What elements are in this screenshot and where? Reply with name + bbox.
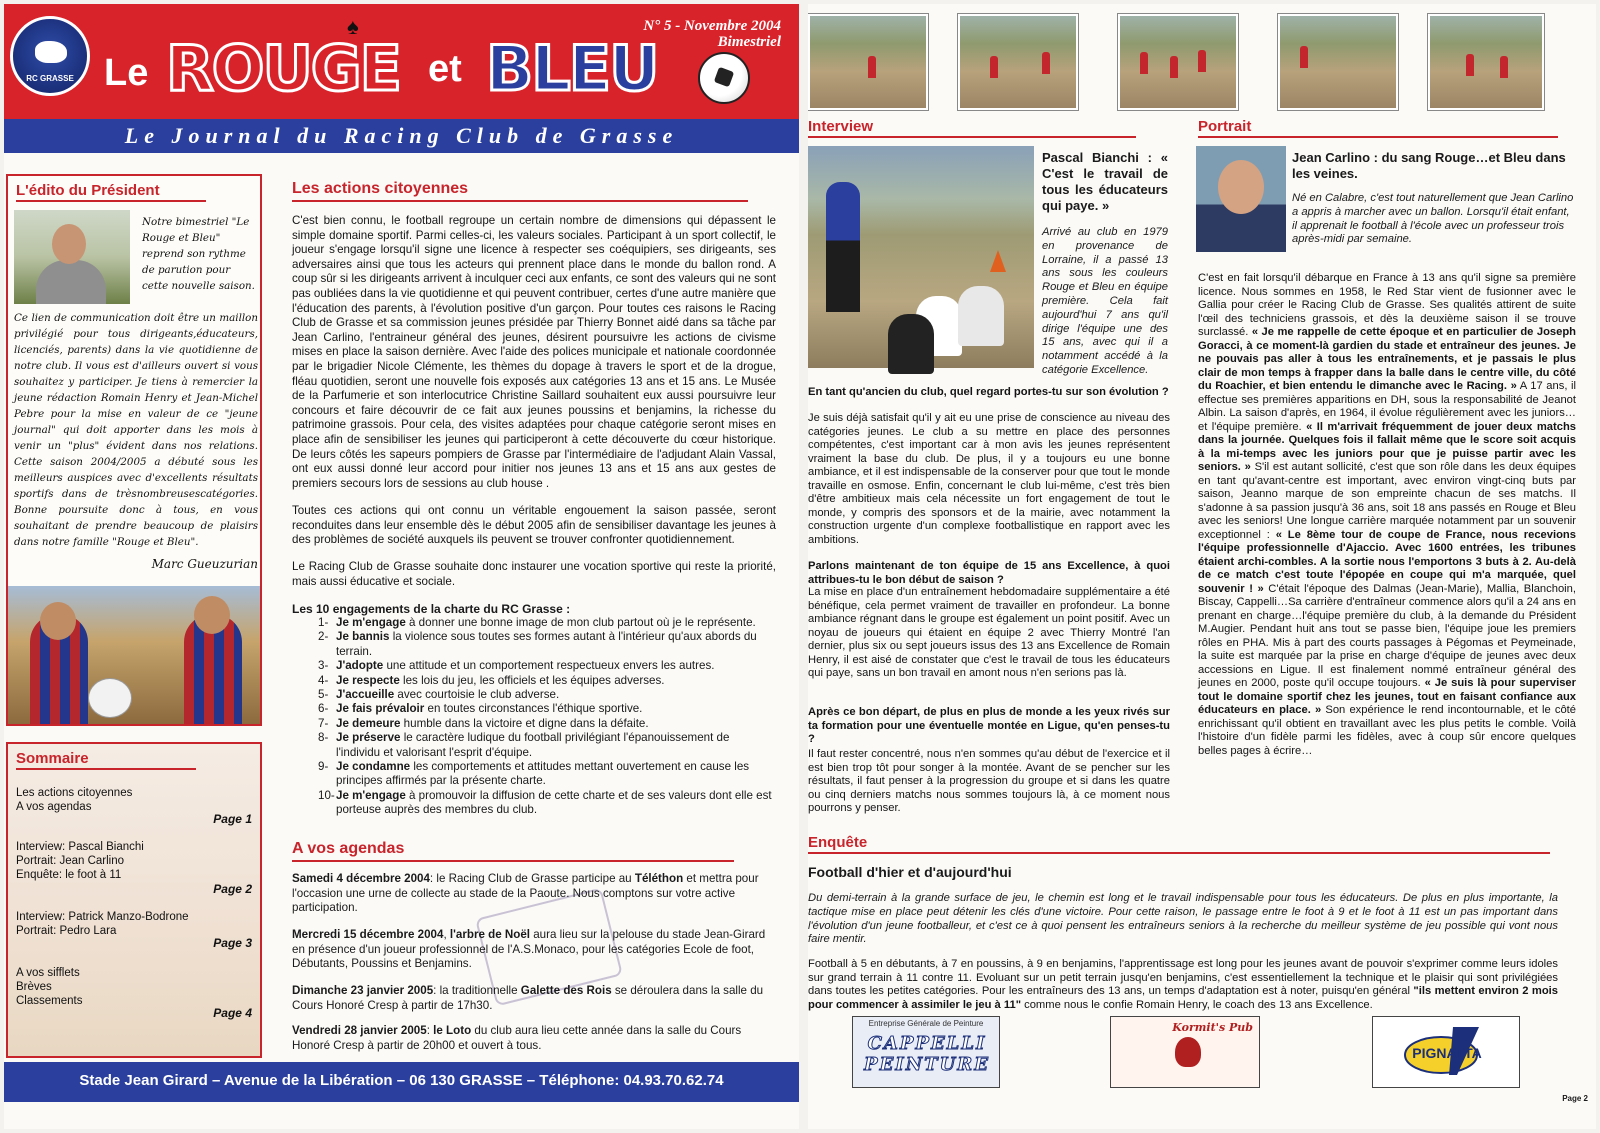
portrait-quote: « Je suis là pour superviser tout le domaine sportif chez les jeunes, tout en faisant confiance aux éducateurs en place. » <box>1198 677 1576 716</box>
charte-verb: Je respecte <box>336 673 400 687</box>
interview-photo <box>808 146 1034 368</box>
sommaire-page-4[interactable]: Page 4 <box>213 1006 252 1020</box>
player-figure <box>1500 56 1508 78</box>
charte-item <box>292 717 776 731</box>
charte-number: 1- <box>318 616 329 629</box>
sommaire-group-1 <box>16 786 132 814</box>
agenda-date: Vendredi 28 janvier 2005 <box>292 1024 427 1037</box>
charte-number: 3- <box>318 659 329 673</box>
agenda-item <box>292 928 776 972</box>
edito-signature: Marc Gueuzurian <box>151 557 258 571</box>
issue-frequency: Bimestriel <box>717 34 781 50</box>
interview-answer-2: La mise en place d'un entraînement hebdomadaire supplémentaire a été bénéfique, cela permet vraiment de travailler en profondeur. La bonne ambiance régnant dans le groupe est également un point positif. Avec un noyau de joueurs qui étaient en équipe 2 avec Thierry Montré l'an dernier, plus six ou sept joueurs issus des 13 ans Excellence de Romain Henry, il est aisé de constater que c'est le travail de tous les éducateurs qui paye, sans un bon travail en amont nous n'en serions pas là. <box>808 586 1170 679</box>
actions-paragraph-2: Toutes ces actions qui ont connu un véritable engouement la saison passée, seront reconduites dans leur ensemble dès le début 2005 afin de sensibiliser davantage les jeunes à des problèmes de société auxquels ils peuvent se trouver confronter quotidiennement. <box>292 504 776 547</box>
charte-number: 2- <box>318 630 329 644</box>
sommaire-group-3 <box>16 910 189 938</box>
portrait-text: Son expérience le rend incontournable, et le côté enrichissant qu'il obtient en travaillant avec les plus petits le comble. Voilà l'histoire d'un fidèle parmi les fidèles, avec à coup sûr encore quelques belles pages à écrire… <box>1198 704 1576 757</box>
page-number: Page 2 <box>1562 1094 1588 1103</box>
agenda-item <box>292 984 776 1013</box>
interview-question-2: Parlons maintenant de ton équipe de 15 ans Excellence, à quoi attribues-tu le bon début de saison ? <box>808 560 1170 586</box>
agenda-text: : <box>426 1024 434 1037</box>
sommaire-line: A vos sifflets <box>16 967 80 979</box>
portrait-rule <box>1198 136 1558 138</box>
player-figure <box>1466 54 1474 76</box>
issue-number: N° 5 - Novembre 2004 <box>643 18 781 34</box>
edito-box <box>6 174 262 726</box>
player-figure <box>1198 50 1206 72</box>
actions-paragraph-1: C'est bien connu, le football regroupe un certain nombre de dimensions qui dépassent le simple domaine sportif. Parmi celles-ci, les valeurs sociales. Participant à un sport collectif, le joueur s'engage lorsqu'il signe une licence à respecter ses coéquipiers, ses dirigeants, ses adversaires ainsi que tous les acteurs qui prennent place dans le monde du ballon rond. A coup sûr si les dirigeants arrivent à inculquer ceci aux enfants, ce sont des valeurs qui ne sont pas oubliées dans la vie quotidienne et qui peuvent contribuer, certes d'une autre manière que l'éducation des parents, à l'évolution positive d'un garçon. Pour toutes ces raisons le Racing Club de Grasse et sa commission jeunes présidée par Thierry Bonnet aidé dans sa tâche par Jean Carlino, l'entraineur général des jeunes, désirent poursuivre les actions de civisme mises en place la saison dernière. Avec l'aide des polices municipale et nationale coordonnée par le brigadier Nicole Clémente, les thèmes du dopage à travers le sport et de la drogue, fléau quotidien, seront une nouvelle fois exposés aux catégories 13 ans et 15 ans. Le Musée de la Parfumerie et son interlocutrice Christine Saillard souhaitent eux aussi poursuivre leur concours et faire découvrir de ce fait aux jeunes poussins et benjamins, la richesse du patrimoine grassois. Pour cela, des visites adaptées pour chaque catégorie seront mises en place afin de sensibiliser les jeunes qui participeront à cette découverte du cœur historique. De leurs côtés les sapeurs pompiers de Grasse par l'intermédiaire de l'adjudant Alain Vassal, ont eux aussi donné leur accord pour initier nos jeunes 13 ans et 15 ans aux gestes de premiers secours lors de sessions au club house . <box>292 214 776 490</box>
interview-question-1: En tant qu'ancien du club, quel regard portes-tu sur son évolution ? <box>808 386 1169 398</box>
player-figure <box>868 56 876 78</box>
player-figure <box>1300 46 1308 68</box>
agenda-date: Dimanche 23 janvier 2005 <box>292 984 434 997</box>
charte-item <box>292 659 776 673</box>
kid-head <box>194 596 230 634</box>
agenda-text: du club aura lieu cette année dans la salle du Cours Honoré Cresp à partir de 20h00 et ouvert à tous. <box>292 1024 742 1052</box>
portrait-text: C'est en fait lorsqu'il débarque en France à 13 ans qu'il signe sa première licence. Nous sommes en 1958, le Red Star vient de fusionner avec le Gallia pour créer le Racing Club de Grasse. Ses qualités attirent de suite l'œil des techniciens grassois, et dès la deuxième saison il se trouve surclassé. <box>1198 272 1576 338</box>
player-figure <box>1042 52 1050 74</box>
charte-number: 9- <box>318 760 329 774</box>
edito-title: L'édito du Président <box>16 182 160 199</box>
enquete-body <box>808 958 1558 1012</box>
dragon-icon <box>1175 1037 1201 1067</box>
interview-question-3: Après ce bon départ, de plus en plus de monde a les yeux rivés sur ta formation pour une éventuelle montée en Ligue, qu'en penses-tu ? <box>808 706 1170 745</box>
sommaire-line: A vos agendas <box>16 801 92 813</box>
edito-intro: Notre bimestriel "Le Rouge et Bleu" reprend son rythme de parution pour cette nouvelle saison. <box>142 216 255 292</box>
actions-paragraph-3: Le Racing Club de Grasse souhaite donc instaurer une vocation sportive qui reste la priorité, mais aussi éducative et sociale. <box>292 560 776 588</box>
sommaire-line: Portrait: Pedro Lara <box>16 925 117 937</box>
charte-text: les lois du jeu, les officiels et les équipes adverses. <box>399 673 665 687</box>
sommaire-page-3[interactable]: Page 3 <box>213 936 252 950</box>
sponsor-pignatta-name: PIGNATTA <box>1412 1045 1482 1061</box>
match-photo <box>958 14 1078 110</box>
sommaire-line: Portrait: Jean Carlino <box>16 855 125 867</box>
charte-number: 5- <box>318 688 329 702</box>
lamb-icon <box>35 41 67 63</box>
charte-verb: Je bannis <box>336 630 390 644</box>
portrait-intro: Né en Calabre, c'est tout naturellement que Jean Carlino a appris à marcher avec un ballon. Lorsqu'il était enfant, il apprenait le football à l'école avec un professeur trois après-midi par semaine. <box>1292 192 1574 246</box>
ball-icon <box>88 678 132 718</box>
enquete-headline: Football d'hier et d'aujourd'hui <box>808 864 1012 880</box>
footer-address: Stade Jean Girard – Avenue de la Libération – 06 130 GRASSE – Téléphone: 04.93.70.62.74 <box>79 1072 724 1089</box>
masthead <box>4 4 799 119</box>
portrait-quote: « Le 8ème tour de coupe de France, nous recevions l'équipe professionnelle d'Ajaccio. Avec 1600 entrées, les tribunes étaient archi-combles. A la sortie nous l'emportons 3 buts à 2. Au-delà de ce match c'est toute l'épopée en coupe qui m'a marquée, quel souvenir ! » <box>1198 528 1576 595</box>
sommaire-line: Interview: Pascal Bianchi <box>16 841 144 853</box>
edito-body: Ce lien de communication doit être un maillon privilégié pour tous dirigeants,éducateurs, licenciés, parents) dans la vie quotidienne de notre club. Il vous est d'ailleurs ouvert si vous souhaitez y participer. Je tiens à remercier la jeune rédaction Romain Henry et Jean-Michel Pebre pour la mise en valeur de ce "jeune journal" qui doit apporter dans les mois à venir un "plus" évident dans nos relations. Cette saison 2004/2005 a débuté sous les meilleurs auspices avec d'excellents résultats sportifs dans de trèsnombreusescatégories. Bonne poursuite donc à tous, en vous souhaitant de prendre beaucoup de plaisirs dans notre famille "Rouge et Bleu". <box>14 312 258 548</box>
portrait-text: S'il est autant sollicité, c'est que son rôle dans les deux équipes en tant qu'avant-centre est important, avec environ vingt-cinq buts par saison, Jeanno marque de son empreinte chacun de ses matchs. Il s'adonne à sa passion jusqu'à 36 ans, soit 18 ans passés en Rouge et Bleu avec les seniors! Une longue carrière marquée notamment par un souvenir exceptionnel : <box>1198 461 1576 541</box>
title-bleu: BLEU <box>486 32 658 105</box>
enquete-section-title: Enquête <box>808 834 868 851</box>
player-figure <box>990 56 998 78</box>
portrait-quote: « Je me rappelle de cette époque et en particulier de Joseph Goracci, à ce moment-là gardien du stade et entraîneur des jeunes. Je ne pouvais pas aller à tous les entraînements, et je passais le plus clair de mon temps à frapper dans la balle dans le centre ville, du côté du Roachier, et bien entendu le dimanche avec le Racing. » <box>1198 326 1577 392</box>
subtitle-bar <box>4 119 799 153</box>
charte-verb: Je m'engage <box>336 616 406 629</box>
charte-item <box>292 616 776 630</box>
match-photo <box>1118 14 1238 110</box>
charte-item <box>292 674 776 688</box>
agenda-text: aura lieu sur la pelouse du stade Jean-Girard en présence d'un joueur professionnel de l'A.S.Monaco, pour les catégories Ecole de foot, Débutants, Poussins et Benjamins. <box>292 928 766 971</box>
sitting-player <box>958 286 1004 346</box>
cone-shape <box>990 250 1006 272</box>
issue-info <box>643 18 781 50</box>
spade-icon: ♠ <box>347 14 359 39</box>
charte-item <box>292 760 776 789</box>
football-icon <box>698 52 750 104</box>
footer-bar <box>4 1062 799 1102</box>
player-figure <box>1170 56 1178 78</box>
enquete-intro: Du demi-terrain à la grande surface de jeu, le chemin est long et le travail indispensable pour tous les éducateurs. De plus en plus importante, la tactique mise en place peut détenir les clés d'une victoire. Pour cette raison, le passage entre le foot à 9 et le foot à 11 est un pas important dans l'évolution d'un jeune footballeur, et c'est ce à quoi pensent les entraîneurs seniors à la recherche du meilleur système de jeu possible qui vont nous faire mentir. <box>808 892 1558 946</box>
charte-number: 4- <box>318 673 329 687</box>
charte-item <box>292 630 776 659</box>
interview-answer-1: Je suis déjà satisfait qu'il y ait eu une prise de conscience au niveau des catégories jeunes. Le club a su mettre en place des personnes compétentes, c'est important car à mon avis les jeunes représentent vraiment la base du club. De plus, il y a toujours eu une bonne ambiance, et il est indispensable de la conserver pour que tout le monde travaille en osmose. Enfin, concernant le club lui-même, c'est très bien d'être ambitieux mais cela nécessite un fort engagement de tout le monde, y compris des sponsors et de la mairie, avec notamment la construction urgente d'un complexe footballistique en rapport avec les ambitions. <box>808 412 1170 546</box>
agenda-text: se déroulera dans la salle du Cours Honoré Cresp à partir de 17h30. <box>292 984 764 1012</box>
interview-headline: Pascal Bianchi : « C'est le travail de tous les éducateurs qui paye. » <box>1042 150 1168 213</box>
charte-item <box>292 731 776 760</box>
charte-verb: J'adopte <box>336 659 384 673</box>
agenda-event: Téléthon <box>634 872 684 885</box>
charte-text: le caractère ludique du football privilégiant l'épanouissement de l'individu et valorisant l'esprit d'équipe. <box>336 731 730 759</box>
charte-number: 10- <box>318 788 335 802</box>
portrait-section-title: Portrait <box>1198 118 1252 135</box>
title-et: et <box>428 48 462 90</box>
agenda-title: A vos agendas <box>292 840 405 857</box>
sommaire-rule <box>16 768 196 770</box>
sommaire-line: Les actions citoyennes <box>16 787 133 799</box>
charte-number: 6- <box>318 702 329 716</box>
page-two <box>808 4 1596 1129</box>
enquete-rule <box>808 852 1550 854</box>
page-one <box>4 4 799 1129</box>
crest-label: RC GRASSE <box>26 74 74 83</box>
sommaire-line: Classements <box>16 995 83 1007</box>
match-photo <box>1428 14 1544 110</box>
interview-rule <box>808 136 1136 138</box>
charte-text: une attitude et un comportement respectueux envers les autres. <box>383 659 715 673</box>
agenda-text: : la traditionnelle <box>433 984 521 997</box>
charte-verb: J'accueille <box>336 688 395 702</box>
player-figure <box>1140 52 1148 74</box>
interview-section-title: Interview <box>808 118 874 135</box>
interview-intro: Arrivé au club en 1979 en provenance de Lorraine, il a passé 13 ans sous les couleurs Rouge et Bleu en équipe première. Cela fait aujourd'hui 7 ans qu'il dirige l'équipe une des 15 ans, avec qui il a notamment accédé à la catégorie Excellence. <box>1042 226 1168 376</box>
sommaire-group-4 <box>16 966 82 1008</box>
agenda-text: et mettra pour l'occasion une urne de collecte au stade de la Paoute. Nous comptons sur votre active participation. <box>292 872 759 915</box>
charte-text: les comportements et attitudes mettant ouvertement en cause les principes affirmés par la présente charte. <box>336 760 750 788</box>
charte-item <box>292 688 776 702</box>
sitting-player <box>888 314 934 374</box>
charte-text: à donner une bonne image de mon club partout où je le représente. <box>405 616 756 629</box>
charte-item <box>292 789 776 818</box>
charte-text: en toutes circonstances l'éthique sportive. <box>424 702 643 716</box>
agenda-rule <box>292 860 734 862</box>
sommaire-group-2 <box>16 840 144 882</box>
charte-verb: Je condamne <box>336 760 411 774</box>
sommaire-line: Brèves <box>16 981 52 993</box>
sommaire-line: Interview: Patrick Manzo-Bodrone <box>16 911 189 923</box>
charte-verb: Je fais prévaloir <box>336 702 425 716</box>
portrait-quote: « Il m'arrivait fréquemment de jouer deux matchs dans la journée. Quelques fois il fallait même que le score soit acquis à la mi-temps avec les juniors pour que je puisse partir avec les seniors. » <box>1198 420 1577 473</box>
kid-head <box>40 602 76 640</box>
edito-rule <box>16 200 206 202</box>
charte-verb: Je demeure <box>336 716 401 730</box>
coach-figure <box>826 182 860 312</box>
sponsor-kormits-name: Kormit's Pub <box>1172 1021 1253 1034</box>
agenda-event: l'arbre de Noël <box>449 928 530 941</box>
charte-text: humble dans la victoire et digne dans la défaite. <box>400 716 649 730</box>
interview-answer-3: Il faut rester concentré, nous n'en sommes qu'au début de l'exercice et il est bien trop tôt pour songer à la montée. Avant de se pencher sur les résultats, il faut penser à la progression du groupe et si dans les quatre ou cinq derniers matchs nous sommes toujours là, à ce moment nous pourrons y penser. <box>808 748 1170 814</box>
sommaire-box <box>6 742 262 1058</box>
kids-photo <box>8 586 260 724</box>
journal-subtitle: Le Journal du Racing Club de Grasse <box>124 123 679 148</box>
sommaire-page-2[interactable]: Page 2 <box>213 882 252 896</box>
sommaire-title: Sommaire <box>16 750 89 767</box>
charte-item <box>292 702 776 716</box>
agenda-event: Galette des Rois <box>520 984 612 997</box>
agenda-text: : le Racing Club de Grasse participe au <box>429 872 635 885</box>
agenda-item <box>292 872 776 916</box>
sponsor-kormits-pub[interactable] <box>1110 1016 1260 1088</box>
charte-text: avec courtoisie le club adverse. <box>394 688 560 702</box>
sponsor-cappelli-tagline: Entreprise Générale de Peinture <box>868 1019 984 1028</box>
portrait-text: A 17 ans, il effectue ses premières apparitions en DH, sous la responsabilité de Jeanot Albin. La saison d'après, en 1964, il évolue régulièrement avec les juniors… et l'équipe première. <box>1198 380 1576 433</box>
sponsor-pignatta[interactable] <box>1372 1016 1520 1088</box>
portrait-body <box>1198 272 1576 758</box>
charte-number: 7- <box>318 716 329 730</box>
title-le: Le <box>104 52 149 94</box>
president-head-shape <box>52 224 86 264</box>
portrait-head-shape <box>1218 160 1264 214</box>
enquete-quote: "ils mettent environ 2 mois pour commencer à assimiler le jeu à 11" <box>808 985 1558 1011</box>
charte-number: 8- <box>318 731 329 745</box>
agenda-date: Mercredi 15 décembre 2004 <box>292 928 444 941</box>
match-photo <box>808 14 928 110</box>
charte-text: à promouvoir la diffusion de cette charte et de ses valeurs dont elle est porteuse auprès des membres du club. <box>336 788 772 817</box>
sommaire-page-1[interactable]: Page 1 <box>213 812 252 826</box>
charte-title: Les 10 engagements de la charte du RC Grasse : <box>292 602 571 616</box>
match-photo <box>1278 14 1398 110</box>
charte-verb: Je m'engage <box>336 788 406 802</box>
agenda-date: Samedi 4 décembre 2004 <box>292 872 430 885</box>
charte-list <box>292 616 776 818</box>
charte-verb: Je préserve <box>336 731 401 745</box>
president-photo <box>14 210 130 304</box>
agenda-item <box>292 1024 776 1053</box>
charte-text: la violence sous toutes ses formes autant à l'intérieur qu'aux abords du terrain. <box>336 630 757 658</box>
agenda-event: le Loto <box>433 1024 472 1037</box>
sommaire-line: Enquête: le foot à 11 <box>16 869 122 881</box>
sponsor-cappelli[interactable] <box>852 1016 1000 1088</box>
portrait-photo <box>1196 146 1286 252</box>
title-rouge: ROUGE <box>166 32 401 105</box>
portrait-headline: Jean Carlino : du sang Rouge…et Bleu dans les veines. <box>1292 150 1566 181</box>
sponsor-cappelli-name: CAPPELLI PEINTURE <box>864 1033 990 1075</box>
president-body-shape <box>36 260 106 304</box>
enquete-text: comme nous le confie Romain Henry, le coach des 13 ans Excellence. <box>1021 998 1373 1011</box>
club-crest-logo <box>10 16 90 96</box>
agenda-text: , <box>443 928 450 941</box>
enquete-text: Football à 5 en débutants, à 7 en poussins, à 9 en benjamins, l'apprentissage est long pour les jeunes avant de pouvoir s'exprimer comme leurs idoles sur grand terrain à 11 contre 11. Evoluant sur un petit terrain jusqu'en benjamins, c'est essentiellement la technique et le plaisir qui sont privilégiées dans toutes les petites catégories. Pour les entraîneurs des 13 ans, un temps d'adaptation est à noter, puisqu'en général <box>808 958 1558 997</box>
actions-rule <box>292 200 748 202</box>
portrait-text: C'était l'époque des Dalmas (Jean-Marie), Mallia, Blanchoin, Biscay, Cappelli…Sa carrière d'entraîneur commence alors qu'il a 24 ans en prenant en charge…l'équipe première du club, à la demande du Président M.Augier. Pendant huit ans tout se passe bien, l'équipe joue les premiers rôles en PHA. Mis à part des courts passages à Pégomas et Peymeinade, la suite est marquée par la prise en charge d'équipe de jeunes avec deux accessions en Ligue. Il est finalement nommé entraîneur général des jeunes en 2000, poste qu'il occupe toujours. <box>1198 582 1576 689</box>
actions-title: Les actions citoyennes <box>292 180 469 197</box>
